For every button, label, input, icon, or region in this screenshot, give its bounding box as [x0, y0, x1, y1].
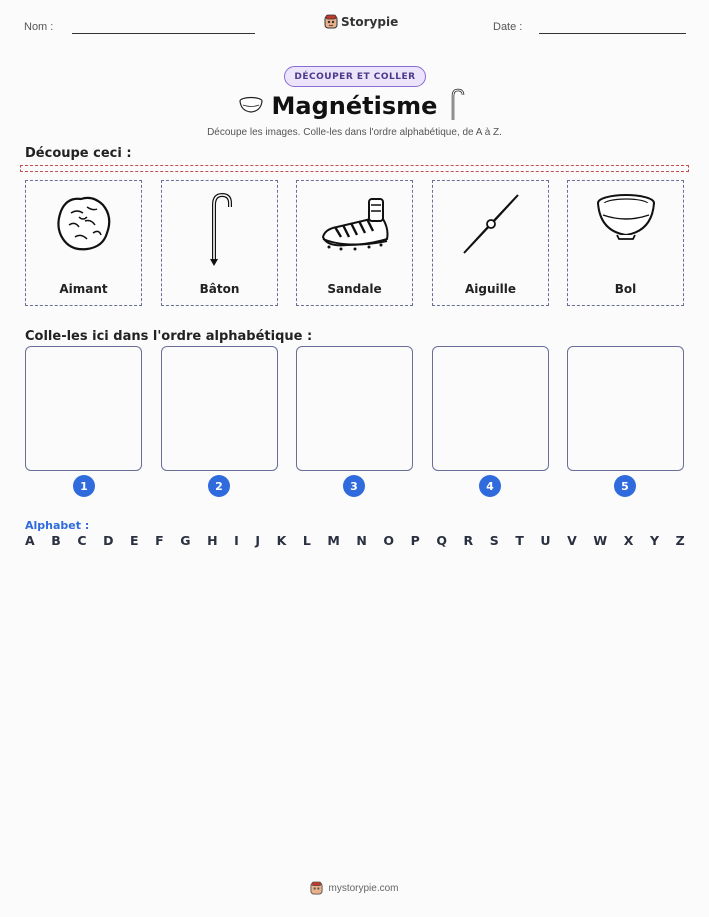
alphabet-letter: Z	[675, 533, 685, 548]
cut-card-sandale[interactable]	[296, 180, 413, 306]
alphabet-letter: K	[276, 533, 287, 548]
card-label: Bâton	[199, 282, 240, 296]
activity-badge: DÉCOUPER ET COLLER	[284, 66, 426, 87]
storypie-mascot-icon	[310, 881, 323, 895]
alphabet-letter: H	[207, 533, 218, 548]
date-line[interactable]	[539, 33, 686, 34]
title-text: Magnétisme	[271, 92, 438, 120]
alphabet-letter: T	[515, 533, 524, 548]
alphabet-label: Alphabet :	[25, 519, 90, 532]
alphabet-letter: O	[383, 533, 395, 548]
alphabet-letter: P	[410, 533, 420, 548]
alphabet-letter: Y	[649, 533, 659, 548]
paste-box-4[interactable]	[432, 346, 549, 471]
cut-card-baton[interactable]	[161, 180, 278, 306]
alphabet-letter: X	[623, 533, 634, 548]
alphabet-letter: W	[593, 533, 608, 548]
card-label: Aiguille	[464, 282, 516, 296]
alphabet-letter: B	[51, 533, 61, 548]
alphabet-letter: G	[180, 533, 191, 548]
page-title	[0, 92, 709, 120]
paste-section-heading: Colle-les ici dans l'ordre alphabétique :	[25, 329, 313, 344]
alphabet-letter: A	[25, 533, 35, 548]
alphabet-letter: F	[155, 533, 164, 548]
alphabet-letter: E	[130, 533, 139, 548]
bowl-icon	[238, 96, 264, 114]
instructions: Découpe les images. Colle-les dans l'ordre alphabétique, de A à Z.	[207, 127, 502, 138]
alphabet-letter: N	[356, 533, 367, 548]
alphabet-letter: J	[255, 533, 260, 548]
brand-name: Storypie	[341, 14, 399, 29]
alphabet-letter: L	[302, 533, 311, 548]
cane-icon	[200, 189, 240, 269]
cut-card-aimant[interactable]	[25, 180, 142, 306]
storypie-mascot-icon	[324, 14, 338, 29]
alphabet-letter: Q	[436, 533, 447, 548]
number-badge: 1	[73, 475, 95, 497]
sandal-icon	[317, 189, 393, 259]
alphabet-row	[25, 533, 685, 548]
number-badge: 3	[343, 475, 365, 497]
paste-box-3[interactable]	[296, 346, 413, 471]
paste-box-5[interactable]	[567, 346, 684, 471]
cane-icon	[448, 88, 466, 122]
alphabet-letter: C	[77, 533, 87, 548]
name-label: Nom :	[24, 21, 54, 33]
cut-line	[20, 165, 689, 172]
paste-box-1[interactable]	[25, 346, 142, 471]
card-label: Bol	[614, 282, 637, 296]
bowl-icon	[591, 189, 661, 249]
alphabet-letter: R	[463, 533, 474, 548]
compass-needle-icon	[456, 189, 526, 259]
cut-section-heading: Découpe ceci :	[25, 146, 132, 161]
footer-url[interactable]: mystorypie.com	[328, 882, 399, 894]
cut-card-aiguille[interactable]	[432, 180, 549, 306]
number-badge: 2	[208, 475, 230, 497]
alphabet-letter: M	[327, 533, 340, 548]
footer	[0, 881, 709, 895]
alphabet-letter: U	[540, 533, 551, 548]
alphabet-letter: D	[103, 533, 114, 548]
alphabet-letter: V	[567, 533, 577, 548]
name-line[interactable]	[72, 33, 255, 34]
brand-logo	[324, 14, 398, 29]
alphabet-letter: I	[234, 533, 239, 548]
number-badge: 5	[614, 475, 636, 497]
magnet-rock-icon	[49, 189, 119, 259]
number-badge: 4	[479, 475, 501, 497]
alphabet-letter: S	[489, 533, 499, 548]
paste-box-2[interactable]	[161, 346, 278, 471]
card-label: Aimant	[59, 282, 108, 296]
cut-card-bol[interactable]	[567, 180, 684, 306]
date-label: Date :	[493, 21, 523, 33]
card-label: Sandale	[327, 282, 382, 296]
